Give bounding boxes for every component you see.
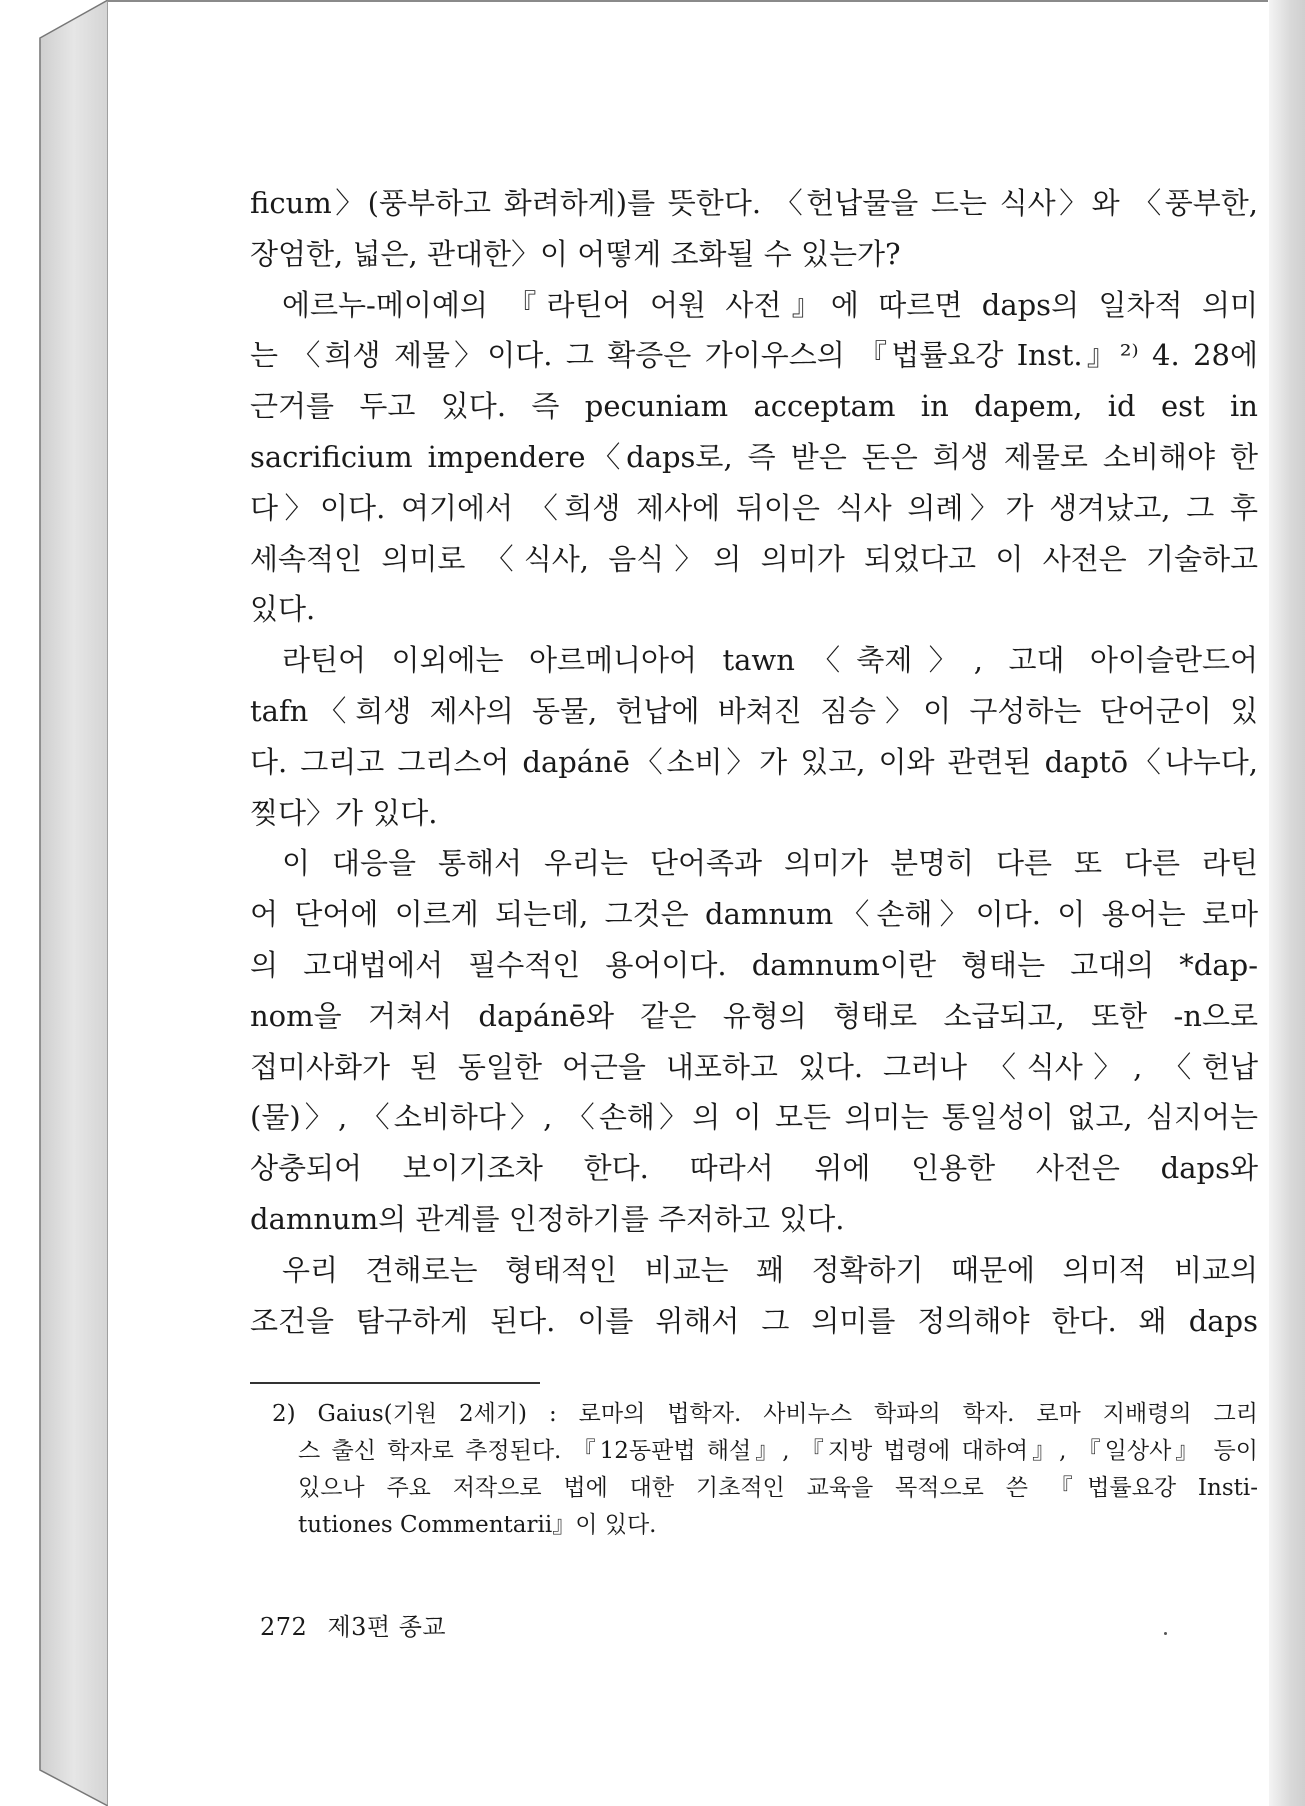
- text-line: 있다.: [250, 592, 316, 627]
- footnote-line: tutiones Commentarii』이 있다.: [298, 1512, 657, 1538]
- footnote: [272, 1396, 1258, 1544]
- page-footer: [260, 1612, 446, 1642]
- paragraph-5: [250, 1245, 1258, 1347]
- speck-mark: [1164, 1632, 1167, 1635]
- text-line: (물)〉, 〈소비하다〉, 〈손해〉의 이 모든 의미는 통일성이 없고, 심지어는: [250, 1100, 1258, 1135]
- text-line: sacrificium impendere〈daps로, 즉 받은 돈은 희생 제물로 소비해야 한: [250, 439, 1258, 474]
- text-line: 근거를 두고 있다. 즉 pecuniam acceptam in dapem, id est in: [250, 389, 1258, 424]
- paragraph-1: [250, 178, 1258, 280]
- text-line: 우리 견해로는 형태적인 비교는 꽤 정확하기 때문에 의미적 비교의: [282, 1252, 1258, 1287]
- footnote-line: 2) Gaius(기원 2세기) : 로마의 법학자. 사비누스 학파의 학자. 로마 지배령의 그리: [272, 1401, 1258, 1427]
- text-line: 어 단어에 이르게 되는데, 그것은 damnum〈손해〉이다. 이 용어는 로마: [250, 897, 1258, 932]
- text-line: nom을 거쳐서 dapánē와 같은 유형의 형태로 소급되고, 또한 -n으로: [250, 998, 1258, 1033]
- text-line: 상충되어 보이기조차 한다. 따라서 위에 인용한 사전은 daps와: [250, 1151, 1258, 1186]
- text-line: 라틴어 이외에는 아르메니아어 tawn〈축제〉, 고대 아이슬란드어: [282, 643, 1258, 678]
- text-line: 접미사화가 된 동일한 어근을 내포하고 있다. 그러나 〈식사〉, 〈헌납: [250, 1049, 1258, 1084]
- text-line: 세속적인 의미로 〈식사, 음식〉의 의미가 되었다고 이 사전은 기술하고: [250, 541, 1258, 576]
- text-line: 이 대응을 통해서 우리는 단어족과 의미가 분명히 다른 또 다른 라틴: [282, 846, 1258, 881]
- text-line: tafn〈희생 제사의 동물, 헌납에 바쳐진 짐승〉이 구성하는 단어군이 있: [250, 693, 1258, 728]
- text-line: 장엄한, 넓은, 관대한〉이 어떻게 조화될 수 있는가?: [250, 236, 901, 271]
- text-line: 다. 그리고 그리스어 dapánē〈소비〉가 있고, 이와 관련된 daptō〈나누다,: [250, 744, 1258, 779]
- right-page-shadow: [1269, 0, 1305, 1806]
- body-text: [250, 178, 1258, 1346]
- text-line: 조건을 탐구하게 된다. 이를 위해서 그 의미를 정의해야 한다. 왜 daps: [250, 1303, 1258, 1338]
- book-edge: [0, 0, 110, 1806]
- text-line: 에르누-메이예의 『라틴어 어원 사전』에 따르면 daps의 일차적 의미: [282, 287, 1258, 322]
- page-number: 272: [260, 1613, 308, 1641]
- paragraph-2: [250, 280, 1258, 636]
- text-line: 찢다〉가 있다.: [250, 795, 438, 830]
- paragraph-3: [250, 635, 1258, 838]
- footnote-line: 스 출신 학자로 추정된다. 『12동판법 해설』, 『지방 법령에 대하여』, 『일상사』 등이: [298, 1438, 1258, 1464]
- text-line: 다〉이다. 여기에서 〈희생 제사에 뒤이은 식사 의례〉가 생겨났고, 그 후: [250, 490, 1258, 525]
- footnote-line: 있으나 주요 저작으로 법에 대한 기초적인 교육을 목적으로 쓴 『법률요강 Insti-: [298, 1475, 1258, 1501]
- text-line: ficum〉(풍부하고 화려하게)를 뜻한다. 〈헌납물을 드는 식사〉와 〈풍부한,: [250, 186, 1258, 220]
- book-page: [108, 0, 1268, 1806]
- footnote-divider: [250, 1382, 540, 1384]
- text-line: 의 고대법에서 필수적인 용어이다. damnum이란 형태는 고대의 *dap-: [250, 947, 1258, 982]
- paragraph-4: [250, 838, 1258, 1244]
- text-line: damnum의 관계를 인정하기를 주저하고 있다.: [250, 1201, 845, 1236]
- section-title: 제3편 종교: [327, 1613, 447, 1641]
- text-line: 는 〈희생 제물〉이다. 그 확증은 가이우스의 『법률요강 Inst.』²⁾ 4. 28에: [250, 338, 1258, 373]
